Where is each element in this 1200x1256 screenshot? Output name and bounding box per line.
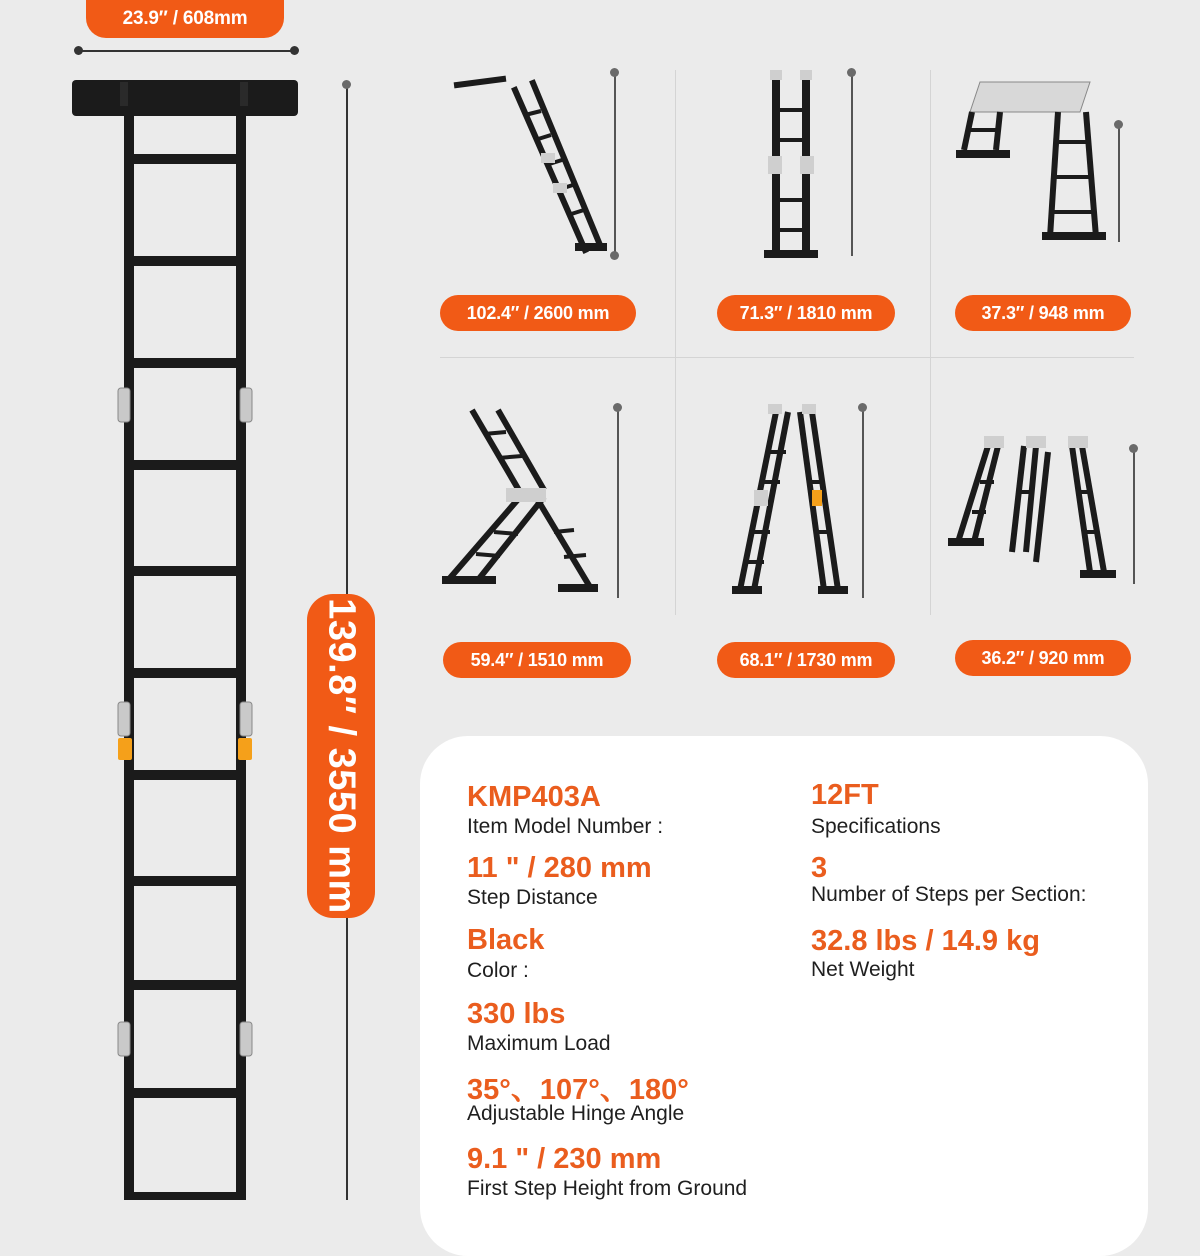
color-label: Color : bbox=[467, 959, 529, 982]
config-label-badge: 59.4″ / 1510 mm bbox=[443, 642, 631, 678]
width-dimension-end-dot bbox=[290, 46, 299, 55]
model-label: Item Model Number : bbox=[467, 815, 664, 838]
first-step-value: 9.1 " / 230 mm bbox=[467, 1143, 662, 1175]
max-load-label: Maximum Load bbox=[467, 1032, 611, 1055]
config-label-badge: 36.2″ / 920 mm bbox=[955, 640, 1131, 676]
config-height-dot bbox=[1129, 444, 1138, 453]
ladder-a-frame-icon bbox=[728, 402, 848, 602]
config-height-dot bbox=[610, 251, 619, 260]
width-dimension-badge bbox=[86, 0, 284, 38]
max-load-value: 330 lbs bbox=[467, 998, 566, 1030]
steps-per-section-value: 3 bbox=[811, 852, 828, 884]
config-height-line bbox=[614, 72, 616, 256]
first-step-label: First Step Height from Ground bbox=[467, 1177, 748, 1200]
config-height-dot bbox=[1114, 120, 1123, 129]
config-height-line bbox=[851, 74, 853, 256]
steps-per-section-label: Number of Steps per Section: bbox=[811, 883, 1087, 906]
config-height-dot bbox=[847, 68, 856, 77]
color-value: Black bbox=[467, 924, 545, 956]
net-weight-value: 32.8 lbs / 14.9 kg bbox=[811, 925, 1040, 957]
ladder-main-illustration bbox=[60, 70, 310, 1200]
hinge-angle-value: 35°、107°、180° bbox=[467, 1074, 689, 1106]
specification-label: Specifications bbox=[811, 815, 941, 838]
spec-card bbox=[420, 736, 1148, 1256]
config-height-dot bbox=[858, 403, 867, 412]
config-height-line bbox=[862, 410, 864, 598]
width-dimension-line bbox=[78, 50, 296, 52]
grid-divider-horizontal bbox=[440, 357, 1134, 358]
config-height-dot bbox=[610, 68, 619, 77]
model-value: KMP403A bbox=[467, 781, 601, 813]
ladder-double-a-frame-icon bbox=[944, 432, 1124, 584]
width-dimension-label: 23.9″ / 608mm bbox=[122, 8, 248, 29]
config-height-line bbox=[1118, 128, 1120, 242]
hinge-angle-label: Adjustable Hinge Angle bbox=[467, 1102, 685, 1125]
config-height-line bbox=[1133, 452, 1135, 584]
ladder-folded-icon bbox=[750, 68, 840, 264]
height-dimension-badge bbox=[307, 594, 375, 918]
config-label-badge: 68.1″ / 1730 mm bbox=[717, 642, 895, 678]
grid-divider-vertical bbox=[675, 70, 676, 615]
config-height-line bbox=[617, 410, 619, 598]
width-dimension-end-dot bbox=[74, 46, 83, 55]
grid-divider-vertical bbox=[930, 70, 931, 615]
step-distance-label: Step Distance bbox=[467, 886, 598, 909]
config-height-dot bbox=[613, 403, 622, 412]
config-label-badge: 102.4″ / 2600 mm bbox=[440, 295, 636, 331]
height-dimension-end-dot bbox=[342, 80, 351, 89]
ladder-staircase-icon bbox=[440, 402, 610, 604]
height-dimension-label: 139.8″ / 3550 mm bbox=[320, 598, 363, 914]
ladder-scaffold-icon bbox=[950, 72, 1125, 247]
specification-value: 12FT bbox=[811, 779, 879, 811]
config-label-badge: 37.3″ / 948 mm bbox=[955, 295, 1131, 331]
config-label-badge: 71.3″ / 1810 mm bbox=[717, 295, 895, 331]
net-weight-label: Net Weight bbox=[811, 958, 915, 981]
step-distance-value: 11 " / 280 mm bbox=[467, 852, 652, 884]
